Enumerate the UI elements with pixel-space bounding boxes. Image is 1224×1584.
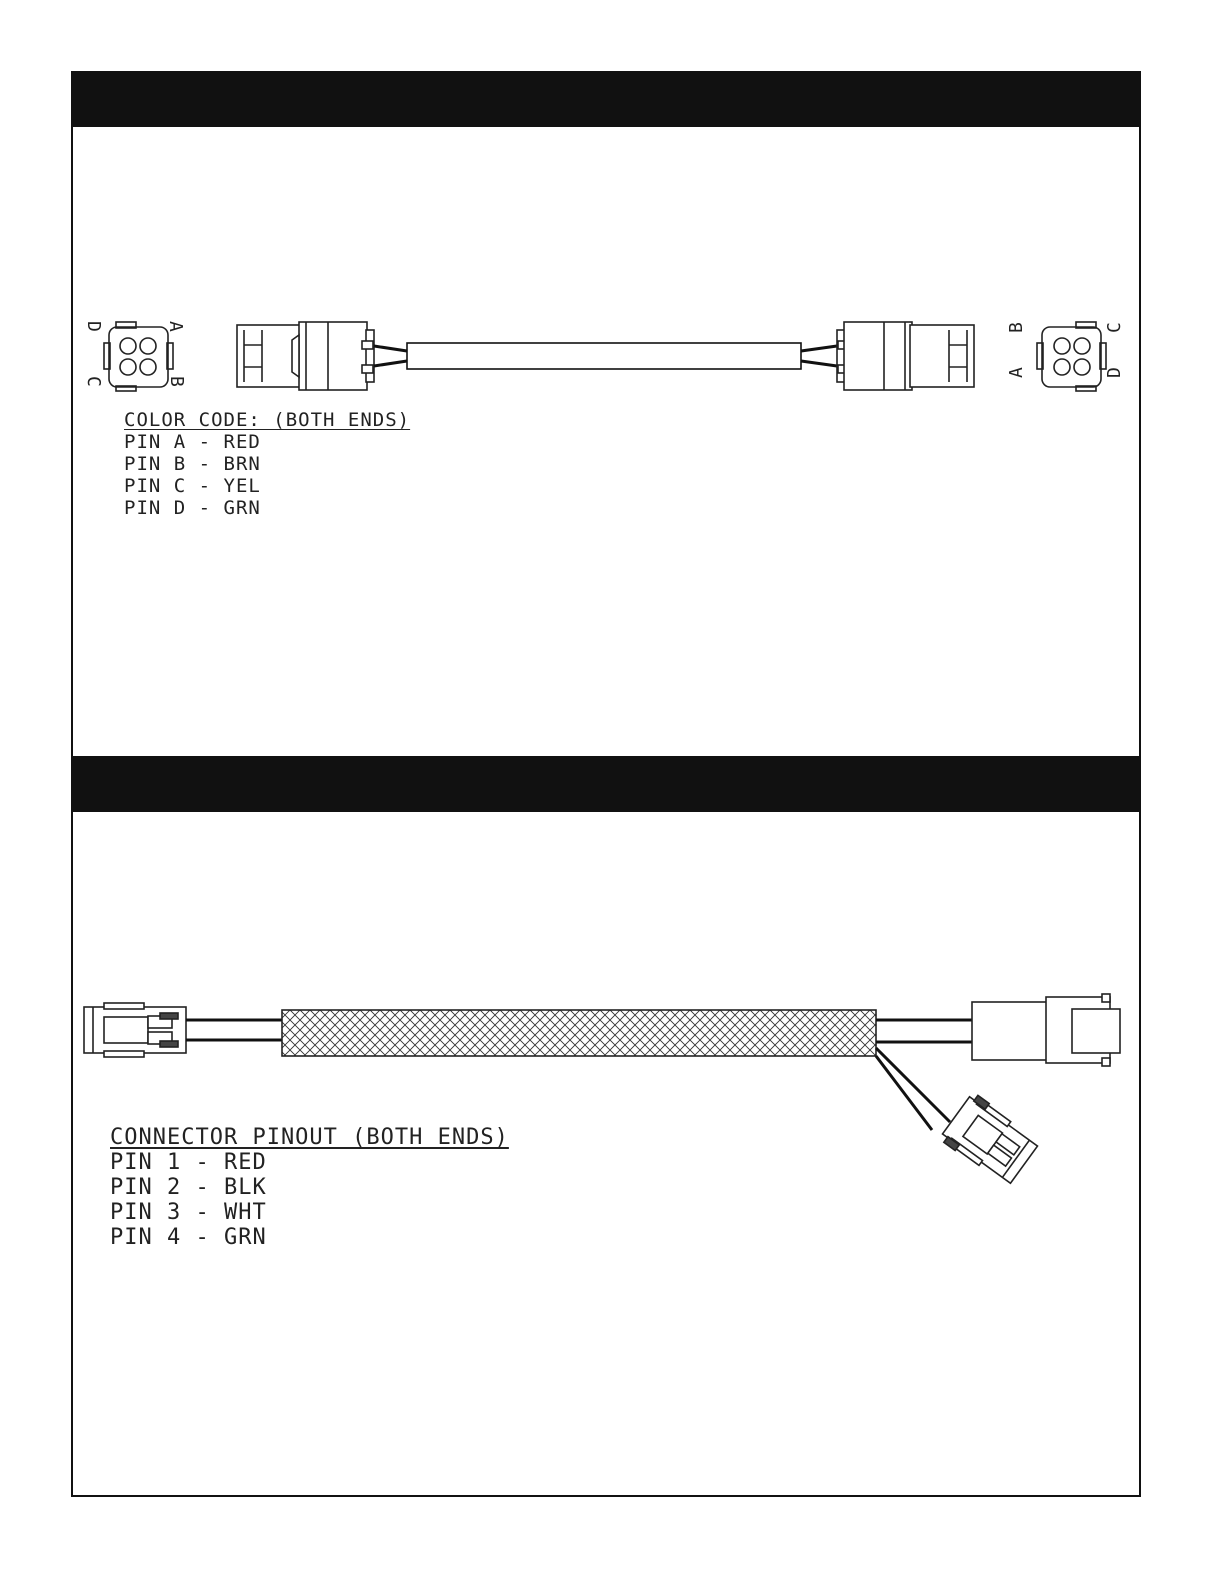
pinout-line: PIN 2 - BLK [110,1175,267,1200]
branch-plug-connector [939,1092,1041,1188]
color-code-legend [124,409,410,519]
color-code-line: PIN B - BRN [124,453,261,475]
left-face-pin-a: A [165,321,186,332]
cable-panel-1 [374,343,837,369]
pinout-header: CONNECTOR PINOUT (BOTH ENDS) [110,1125,509,1150]
color-code-header: COLOR CODE: (BOTH ENDS) [124,409,411,431]
color-code-line: PIN A - RED [124,431,261,453]
right-connector-body [837,322,974,390]
pinout-line: PIN 3 - WHT [110,1200,267,1225]
left-face-pin-b: B [166,376,187,387]
pinout-line: PIN 1 - RED [110,1150,267,1175]
right-face-pin-b: B [1006,322,1027,333]
branch-wires [876,1048,950,1130]
pinout-line: PIN 4 - GRN [110,1225,267,1250]
color-code-line: PIN D - GRN [124,497,261,519]
right-face-pin-d: D [1104,367,1125,378]
right-face-pin-a: A [1006,367,1027,378]
color-code-line: PIN C - YEL [124,475,261,497]
right-plug-connector [972,994,1120,1066]
right-wires [876,1020,972,1042]
left-face-pin-c: C [83,376,104,387]
connector-pinout-legend [110,1125,509,1250]
left-connector-body [237,322,374,390]
braided-sleeve [282,1010,876,1056]
right-face-pin-c: C [1104,322,1125,333]
left-connector-face [104,322,173,391]
right-connector-face [1037,322,1106,391]
left-wires [186,1020,282,1040]
left-plug-connector [84,1003,186,1057]
left-face-pin-d: D [83,321,104,332]
